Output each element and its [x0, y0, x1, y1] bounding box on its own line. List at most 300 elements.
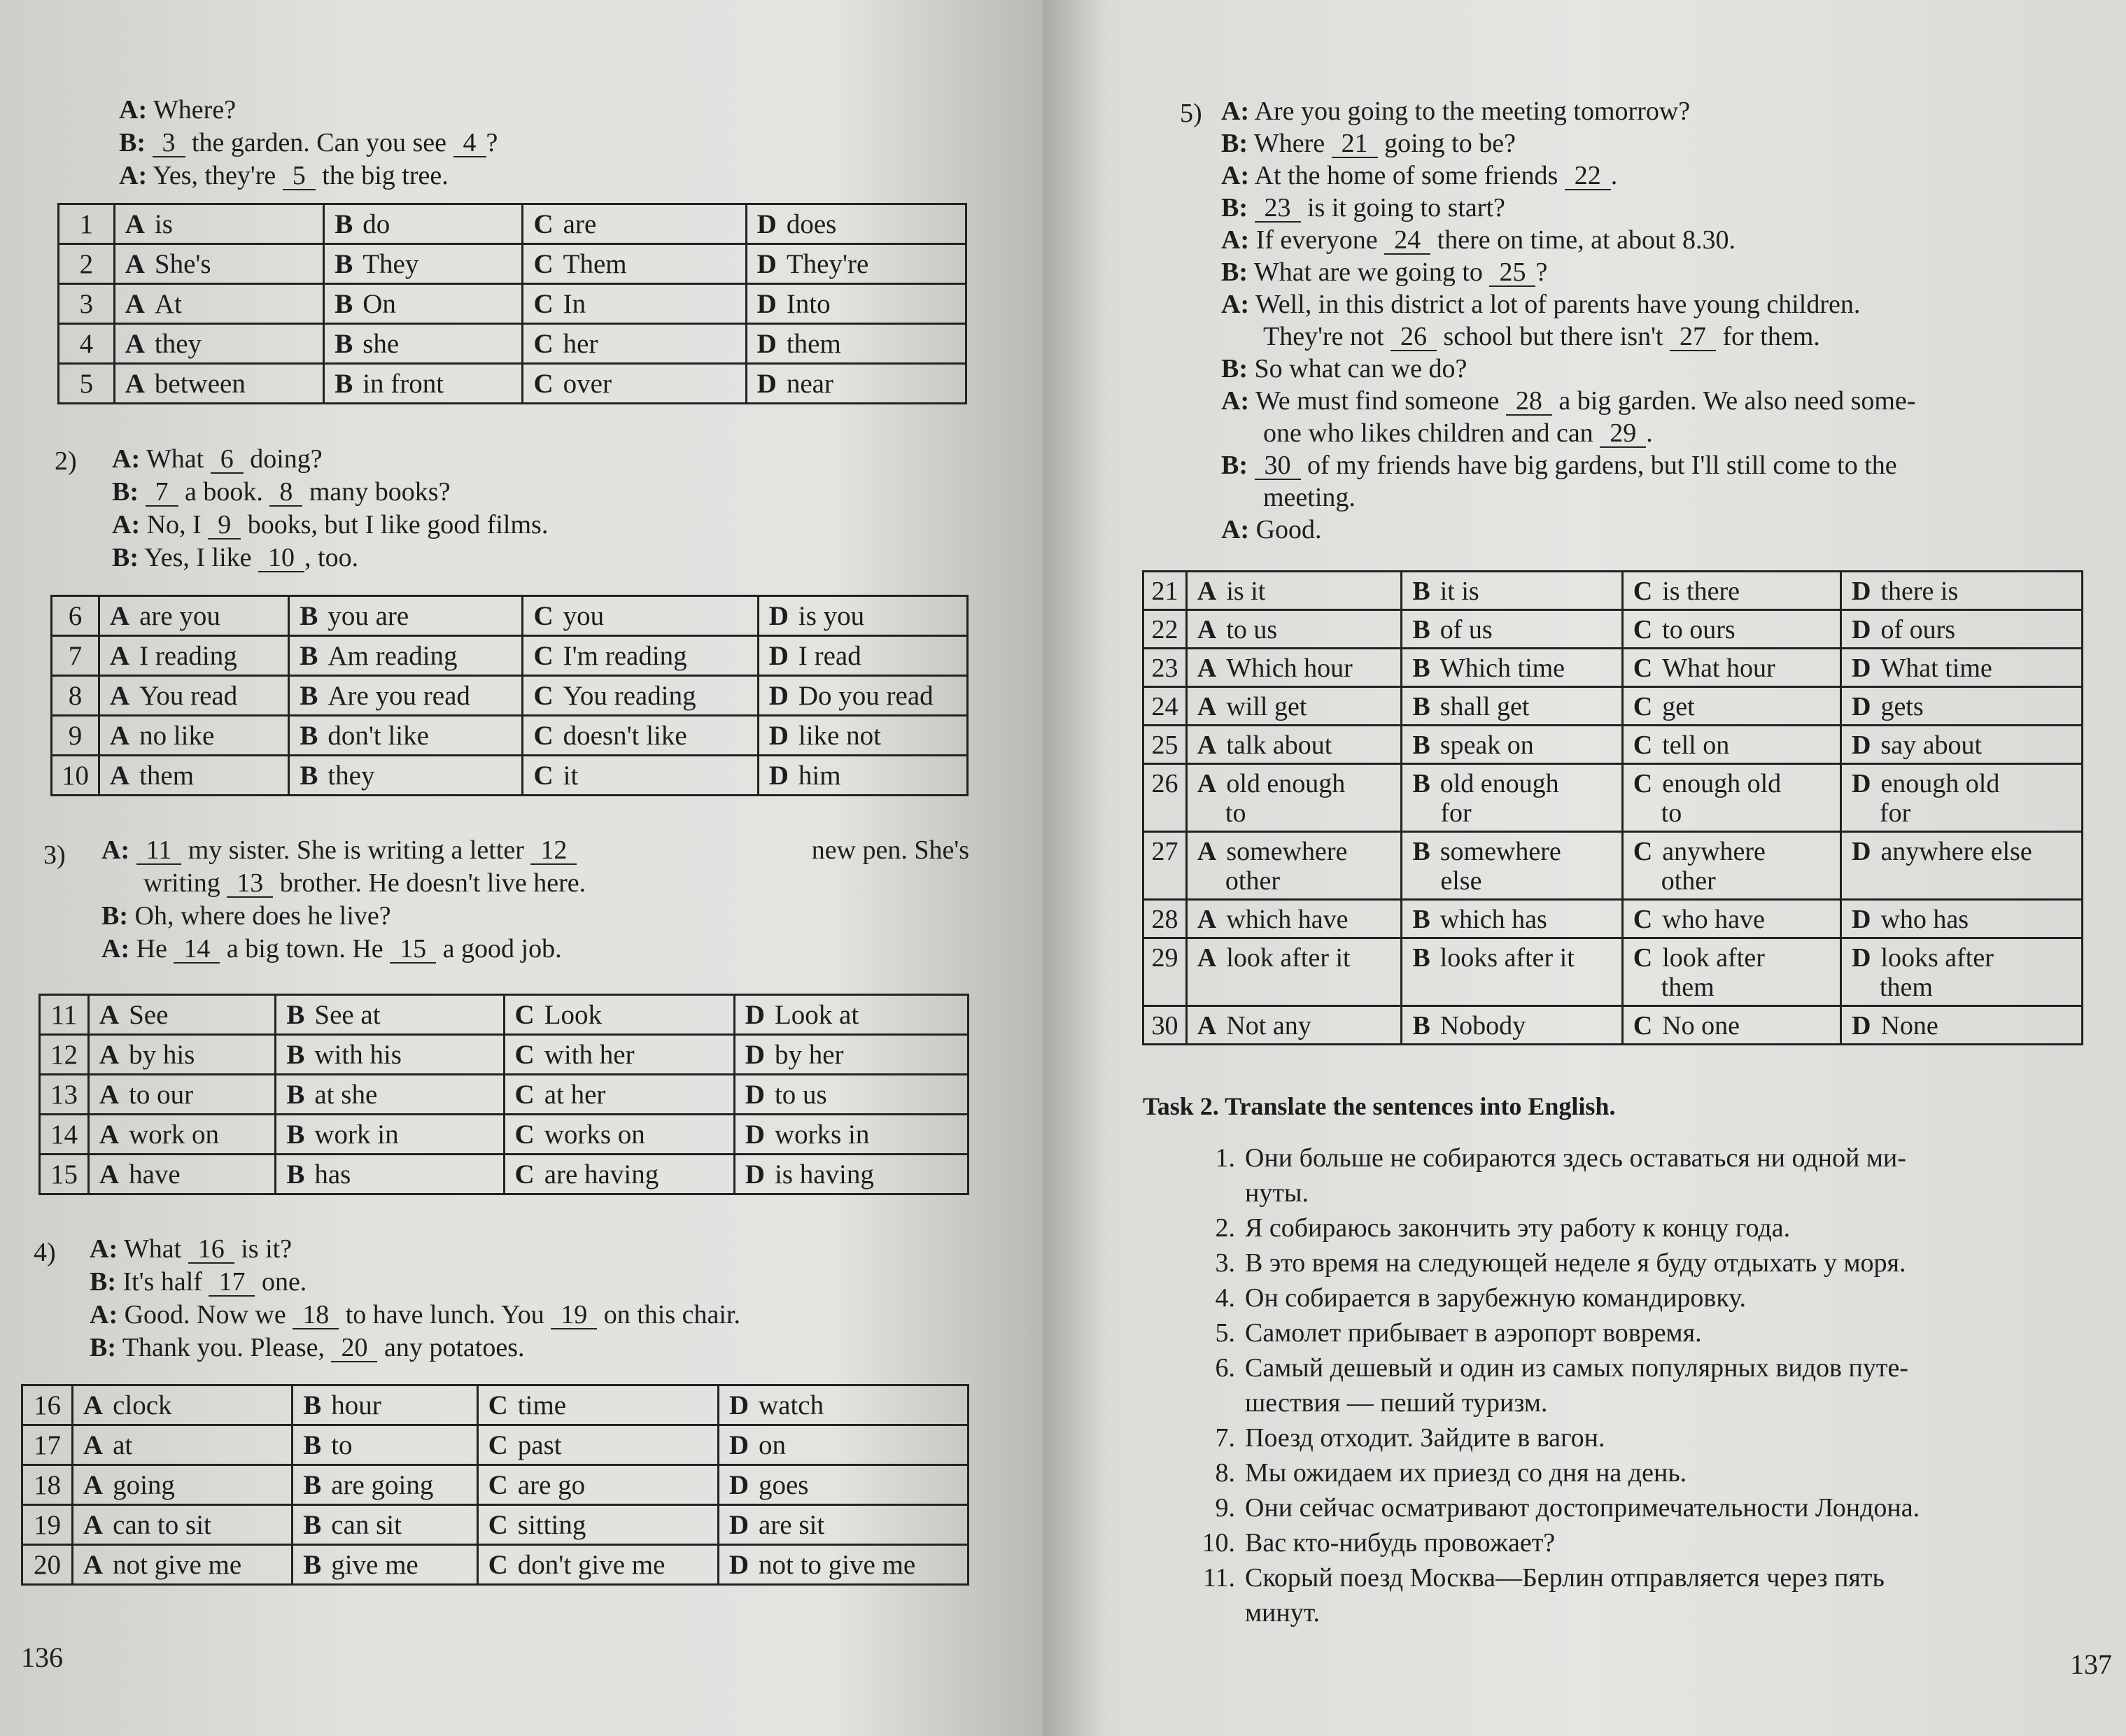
option-a	[72, 1505, 292, 1545]
option-text: What time	[1880, 654, 1992, 683]
dialogue-3: A: 11 my sister. She is writing a letter 12 new pen. She's writing 13 brother. He doesn't live here. B: Oh, where does he live? A: He 14 a big town. He 15 a good job.	[101, 835, 969, 964]
option-a	[114, 324, 323, 364]
option-text: doesn't like	[563, 721, 687, 751]
option-a	[99, 756, 288, 796]
option-d	[1840, 726, 2082, 764]
item-number: 12	[40, 1035, 89, 1075]
option-letter: D	[745, 1000, 765, 1030]
option-letter: C	[1633, 577, 1653, 606]
option-letter: D	[756, 329, 777, 359]
option-letter: D	[768, 681, 789, 711]
option-letter: C	[1633, 837, 1653, 866]
option-c	[504, 1155, 734, 1194]
option-letter: D	[756, 209, 777, 239]
option-a	[72, 1425, 292, 1465]
table-row	[1143, 687, 2083, 726]
option-d	[734, 995, 968, 1035]
option-letter: A	[83, 1510, 104, 1540]
option-b	[324, 284, 523, 324]
list-item: 7. Поезд отходит. Зайдите в вагон.	[1215, 1423, 1605, 1453]
option-text: old enough	[1439, 769, 1559, 798]
option-a	[88, 995, 275, 1035]
option-letter: C	[533, 761, 554, 791]
option-letter: B	[286, 1080, 305, 1110]
table-row	[1143, 1006, 2083, 1045]
option-d	[758, 636, 967, 676]
option-letter: B	[335, 249, 353, 279]
blank-24: 24	[1384, 227, 1430, 255]
blank-30: 30	[1255, 452, 1301, 480]
option-d	[758, 596, 967, 636]
option-b	[293, 1465, 477, 1505]
option-a	[1186, 687, 1401, 726]
option-a	[114, 204, 323, 244]
item-number: 25	[1143, 726, 1187, 764]
option-letter: D	[745, 1040, 765, 1070]
table-row	[40, 1035, 969, 1075]
option-text: of us	[1439, 615, 1493, 644]
table-row	[59, 324, 966, 364]
option-c	[1622, 610, 1840, 649]
option-letter: B	[1412, 905, 1430, 934]
option-text: there is	[1880, 577, 1959, 606]
table-row	[59, 284, 966, 324]
list-item: 10. Вас кто-нибудь провожает?	[1202, 1528, 1556, 1558]
option-text: She's	[154, 249, 211, 279]
item-number: 30	[1143, 1006, 1187, 1045]
option-letter: B	[300, 761, 318, 791]
option-b	[293, 1425, 477, 1465]
option-letter: D	[768, 721, 789, 751]
option-a	[88, 1155, 275, 1194]
option-c	[523, 596, 758, 636]
option-text: enough old	[1880, 769, 2000, 798]
option-letter: A	[99, 1040, 120, 1070]
option-text: looks after it	[1439, 943, 1575, 973]
option-letter: D	[1851, 905, 1871, 934]
option-text: it is	[1439, 577, 1479, 606]
option-text: you are	[328, 601, 409, 631]
page-number-left: 136	[21, 1642, 63, 1673]
option-text: past	[517, 1430, 562, 1460]
item-number: 29	[1143, 938, 1187, 1006]
table-row	[52, 756, 968, 796]
option-c	[1622, 832, 1840, 900]
left-page	[0, 0, 1043, 1736]
option-text: can sit	[331, 1510, 402, 1540]
option-d	[1840, 900, 2082, 938]
option-text: has	[314, 1159, 351, 1190]
option-text-line2: to	[1225, 798, 1246, 828]
option-text-line2: to	[1661, 798, 1682, 828]
option-letter: B	[303, 1510, 322, 1540]
option-text: them	[786, 329, 841, 359]
option-text: anywhere	[1662, 837, 1766, 866]
option-letter: B	[286, 1040, 305, 1070]
option-text: Not any	[1226, 1011, 1311, 1040]
option-text: They're	[786, 249, 869, 279]
option-letter: D	[768, 601, 789, 631]
option-a	[114, 244, 323, 284]
list-item: 6. Самый дешевый и один из самых популярных видов путе- шествия — пеший туризм.	[1215, 1353, 1908, 1418]
option-c	[523, 716, 758, 756]
option-letter: D	[1851, 615, 1871, 644]
option-c	[477, 1545, 718, 1585]
option-letter: C	[533, 329, 554, 359]
option-b	[276, 1115, 504, 1155]
option-b	[324, 364, 523, 404]
option-text: like not	[798, 721, 881, 751]
blank-25: 25	[1489, 259, 1535, 287]
option-text: Look at	[774, 1000, 859, 1030]
blank-27: 27	[1670, 323, 1716, 351]
translation-list	[1183, 1141, 2099, 1630]
option-text: works in	[774, 1120, 870, 1150]
option-letter: A	[1197, 731, 1217, 760]
option-d	[746, 244, 966, 284]
option-text: not to give me	[759, 1550, 916, 1580]
option-letter: D	[756, 289, 777, 319]
option-text: goes	[759, 1470, 809, 1500]
option-b	[276, 1155, 504, 1194]
option-text: On	[362, 289, 396, 319]
option-letter: B	[1412, 943, 1430, 973]
option-text: You reading	[563, 681, 696, 711]
option-text: don't like	[328, 721, 429, 751]
option-letter: B	[1412, 1011, 1430, 1040]
option-d	[734, 1075, 968, 1115]
option-text-line2: else	[1440, 866, 1482, 896]
option-letter: A	[1197, 577, 1217, 606]
item-number: 22	[1143, 610, 1187, 649]
option-b	[1402, 687, 1622, 726]
item-number: 27	[1143, 832, 1187, 900]
option-text: you	[563, 601, 605, 631]
option-letter: D	[728, 1470, 749, 1500]
option-d	[734, 1035, 968, 1075]
item-number: 6	[52, 596, 99, 636]
option-text: look after	[1662, 943, 1765, 973]
option-text: don't give me	[517, 1550, 666, 1580]
option-c	[1622, 726, 1840, 764]
option-c	[1622, 687, 1840, 726]
option-text: looks after	[1880, 943, 1994, 973]
option-letter: A	[125, 289, 145, 319]
option-letter: A	[1197, 1011, 1217, 1040]
item-number: 21	[1143, 572, 1187, 610]
option-d	[718, 1505, 968, 1545]
blank-10: 10	[258, 544, 304, 572]
table-row	[52, 636, 968, 676]
blank-12: 12	[530, 837, 577, 865]
option-letter: C	[488, 1470, 508, 1500]
option-c	[477, 1465, 718, 1505]
option-text: Which hour	[1226, 654, 1353, 683]
option-b	[276, 995, 504, 1035]
option-b	[293, 1385, 477, 1425]
blank-8: 8	[269, 479, 302, 507]
option-b	[1402, 764, 1622, 832]
item-number: 13	[40, 1075, 89, 1115]
option-letter: C	[533, 601, 554, 631]
exercise-number-5: 5)	[1180, 99, 1202, 128]
option-text: is there	[1662, 577, 1740, 606]
option-text: somewhere	[1439, 837, 1561, 866]
option-text: going	[113, 1470, 175, 1500]
table-row	[1143, 938, 2083, 1006]
blank-26: 26	[1391, 323, 1437, 351]
option-letter: A	[99, 1000, 120, 1030]
option-d	[1840, 572, 2082, 610]
option-d	[1840, 938, 2082, 1006]
blank-11: 11	[136, 837, 182, 865]
item-number: 15	[40, 1155, 89, 1194]
option-text: See at	[314, 1000, 381, 1030]
option-b	[1402, 938, 1622, 1006]
option-c	[1622, 938, 1840, 1006]
option-text: None	[1880, 1011, 1938, 1040]
option-text: at	[113, 1430, 133, 1460]
option-letter: B	[1412, 615, 1430, 644]
blank-29: 29	[1600, 420, 1646, 448]
option-letter: C	[488, 1390, 508, 1420]
option-text: can to sit	[113, 1510, 211, 1540]
table-4-body	[22, 1385, 969, 1585]
option-letter: D	[1851, 1011, 1871, 1040]
option-text: somewhere	[1226, 837, 1348, 866]
dialogue-2: A: What 6 doing? B: 7 a book. 8 many books? A: No, I 9 books, but I like good films. B: Yes, I like 10 , too.	[112, 444, 549, 572]
option-text-line2: them	[1661, 973, 1715, 1002]
option-text: shall get	[1439, 692, 1530, 721]
option-letter: C	[533, 681, 554, 711]
option-letter: B	[1412, 731, 1430, 760]
table-2-body	[52, 596, 968, 796]
option-text: to ours	[1662, 615, 1736, 644]
option-letter: D	[728, 1550, 749, 1580]
option-letter: A	[83, 1470, 104, 1500]
option-text: tell on	[1662, 731, 1730, 760]
option-d	[1840, 1006, 2082, 1045]
option-text: who has	[1880, 905, 1969, 934]
option-letter: A	[109, 761, 130, 791]
option-a	[1186, 900, 1401, 938]
option-letter: C	[1633, 692, 1653, 721]
option-c	[523, 756, 758, 796]
item-number: 2	[59, 244, 115, 284]
option-c	[1622, 900, 1840, 938]
option-text: look after it	[1226, 943, 1351, 973]
option-text: I reading	[139, 641, 237, 671]
option-b	[289, 756, 523, 796]
option-d	[734, 1155, 968, 1194]
option-text: are you	[139, 601, 220, 631]
option-letter: C	[1633, 905, 1653, 934]
option-c	[504, 995, 734, 1035]
option-letter: D	[1851, 654, 1871, 683]
options-table-5	[1142, 570, 2083, 1045]
table-5-body	[1143, 572, 2083, 1045]
table-row	[1143, 726, 2083, 764]
option-text: does	[786, 209, 837, 239]
option-letter: D	[1851, 943, 1871, 973]
option-c	[523, 204, 746, 244]
option-a	[1186, 610, 1401, 649]
option-text: they	[328, 761, 375, 791]
table-row	[40, 1115, 969, 1155]
item-number: 3	[59, 284, 115, 324]
option-letter: A	[1197, 654, 1217, 683]
option-b	[1402, 610, 1622, 649]
option-text: Which time	[1439, 654, 1565, 683]
options-table-4	[21, 1384, 969, 1586]
option-a	[99, 636, 288, 676]
item-number: 26	[1143, 764, 1187, 832]
item-number: 28	[1143, 900, 1187, 938]
blank-21: 21	[1332, 130, 1378, 158]
option-letter: D	[745, 1080, 765, 1110]
option-d	[718, 1465, 968, 1505]
option-letter: B	[335, 209, 353, 239]
option-letter: D	[1851, 692, 1871, 721]
option-letter: A	[125, 369, 145, 399]
option-text: are having	[544, 1159, 659, 1190]
option-text: with his	[314, 1040, 402, 1070]
blank-22: 22	[1565, 162, 1611, 190]
option-text: watch	[759, 1390, 824, 1420]
option-letter: D	[745, 1159, 765, 1190]
option-letter: B	[303, 1470, 322, 1500]
option-letter: D	[756, 249, 777, 279]
option-letter: A	[109, 721, 130, 751]
blank-5: 5	[283, 162, 316, 190]
option-c	[523, 324, 746, 364]
table-row	[1143, 572, 2083, 610]
list-item: 4. Он собирается в зарубежную командировку.	[1215, 1283, 1746, 1313]
option-letter: B	[335, 329, 353, 359]
options-table-1	[57, 203, 967, 404]
option-text: What hour	[1662, 654, 1775, 683]
option-text: near	[786, 369, 833, 399]
dialogue-1: A: Where? B: 3 the garden. Can you see 4 ? A: Yes, they're 5 the big tree.	[119, 95, 498, 190]
option-a	[1186, 726, 1401, 764]
list-item: 5. Самолет прибывает в аэропорт вовремя.	[1215, 1318, 1702, 1348]
item-number: 11	[40, 995, 89, 1035]
option-letter: B	[300, 641, 318, 671]
option-text: is having	[774, 1159, 874, 1190]
option-letter: C	[1633, 769, 1653, 798]
option-b	[276, 1075, 504, 1115]
option-text: is you	[798, 601, 865, 631]
option-text-line2: other	[1225, 866, 1280, 896]
option-text: sitting	[517, 1510, 586, 1540]
option-text-line2: other	[1661, 866, 1716, 896]
option-b	[324, 244, 523, 284]
table-row	[1143, 610, 2083, 649]
option-letter: A	[83, 1430, 104, 1460]
option-b	[293, 1505, 477, 1545]
option-c	[477, 1385, 718, 1425]
option-letter: D	[728, 1510, 749, 1540]
dialogue-4: A: What 16 is it? B: It's half 17 one. A: Good. Now we 18 to have lunch. You 19 on this chair. B: Thank you. Please, 20 any potatoes.	[90, 1234, 740, 1362]
option-letter: B	[1412, 577, 1430, 606]
table-row	[40, 1155, 969, 1194]
option-c	[523, 636, 758, 676]
blank-14: 14	[174, 936, 220, 964]
option-a	[1186, 764, 1401, 832]
option-d	[1840, 610, 2082, 649]
option-d	[1840, 764, 2082, 832]
blank-9: 9	[208, 511, 241, 539]
blank-3: 3	[153, 129, 185, 157]
option-c	[523, 244, 746, 284]
option-letter: C	[533, 209, 554, 239]
option-d	[718, 1425, 968, 1465]
blank-16: 16	[188, 1236, 234, 1264]
option-text: Do you read	[798, 681, 934, 711]
option-letter: C	[533, 369, 554, 399]
option-letter: A	[125, 249, 145, 279]
option-text: Nobody	[1439, 1011, 1526, 1040]
option-c	[1622, 764, 1840, 832]
table-row	[1143, 832, 2083, 900]
option-b	[1402, 1006, 1622, 1045]
option-text: time	[517, 1390, 567, 1420]
option-text: it	[563, 761, 579, 791]
table-row	[40, 1075, 969, 1115]
table-row	[1143, 764, 2083, 832]
option-letter: A	[109, 641, 130, 671]
options-table-3	[38, 994, 969, 1195]
option-text: do	[362, 209, 390, 239]
option-a	[88, 1115, 275, 1155]
option-letter: C	[514, 1080, 535, 1110]
option-a	[99, 716, 288, 756]
option-text: to us	[1226, 615, 1278, 644]
option-text: are sit	[759, 1510, 825, 1540]
option-letter: B	[286, 1120, 305, 1150]
list-item: 1. Они больше не собираются здесь оставаться ни одной ми- нуты.	[1215, 1143, 1906, 1208]
blank-15: 15	[390, 936, 436, 964]
option-letter: A	[109, 601, 130, 631]
option-d	[746, 324, 966, 364]
option-letter: A	[109, 681, 130, 711]
option-text: I'm reading	[563, 641, 687, 671]
option-letter: C	[514, 1120, 535, 1150]
option-letter: D	[1851, 731, 1871, 760]
option-text: by his	[129, 1040, 195, 1070]
option-b	[1402, 900, 1622, 938]
option-letter: A	[83, 1550, 104, 1580]
exercise-number-2: 2)	[55, 446, 77, 476]
option-text: in front	[362, 369, 444, 399]
blank-4: 4	[453, 129, 486, 157]
table-row	[22, 1425, 969, 1465]
option-c	[1622, 1006, 1840, 1045]
item-number: 20	[22, 1545, 73, 1585]
option-a	[72, 1465, 292, 1505]
blank-20: 20	[331, 1334, 377, 1362]
option-letter: B	[335, 369, 353, 399]
option-letter: D	[768, 641, 789, 671]
option-text: At	[154, 289, 182, 319]
option-text: with her	[544, 1040, 635, 1070]
option-text: enough old	[1662, 769, 1782, 798]
option-letter: A	[99, 1120, 120, 1150]
list-item: 3. В это время на следующей неделе я буду отдыхать у моря.	[1215, 1248, 1906, 1278]
item-number: 14	[40, 1115, 89, 1155]
option-text: gets	[1880, 692, 1924, 721]
option-text: talk about	[1226, 731, 1332, 760]
